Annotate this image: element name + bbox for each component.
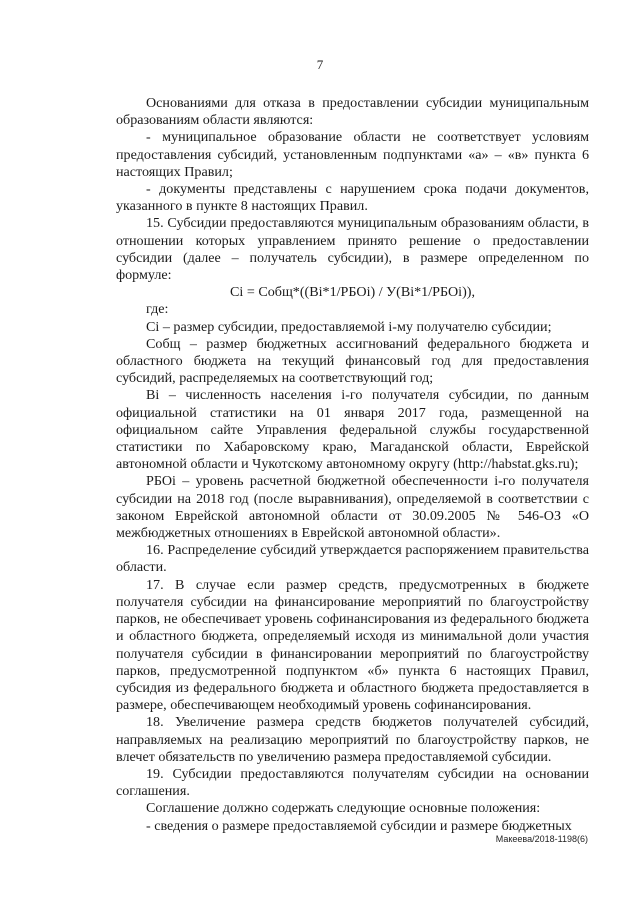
paragraph-refusal-grounds: Основаниями для отказа в предоставлении субсидии муниципальным образованиям области являются: — [116, 95, 589, 129]
paragraph-refusal-item-1: - муниципальное образование области не соответствует условиям предоставления субсидий, установленным подпунктами «а» – «в» пункта 6 настоящих Правил; — [116, 129, 589, 180]
definition-bi: Bi – численность населения i-го получателя субсидии, по данным официальной статистики на 01 января 2017 года, размещенной на официальном сайте Управления федеральной службы государственной статистики по Хабаровскому краю, Магаданской области, Еврейской автономной области и Чукотскому автономному округу (http://habstat.gks.ru); — [116, 387, 589, 473]
subsidy-formula: Ci = Cобщ*((Bi*1/РБОi) / У(Bi*1/РБОi)), — [230, 284, 475, 301]
paragraph-where: где: — [146, 301, 169, 318]
paragraph-19: 19. Субсидии предоставляются получателям субсидии на основании соглашения. — [116, 765, 589, 800]
paragraph-17: 17. В случае если размер средств, предусмотренных в бюджете получателя субсидии на финансирование мероприятий по благоустройству парков, не обеспечивает уровень софинансирования из федерального бюджета и областного бюджета, определяемый исходя из минимальной доли участия получателя субсидии в финансировании мероприятий по благоустройству парков, предусмотренной подпунктом «б» пункта 6 настоящих Правил, субсидия из федерального бюджета и областного бюджета предоставляется в размере, обеспечивающем необходимый уровень софинансирования. — [116, 576, 589, 714]
page-number: 7 — [316, 57, 324, 72]
paragraph-agreement-item-1: - сведения о размере предоставляемой субсидии и размере бюджетных — [146, 817, 572, 834]
document-footer-code: Макеева/2018-1198(6) — [495, 834, 588, 844]
definition-cobsch: Cобщ – размер бюджетных ассигнований федерального бюджета и областного бюджета на текущий финансовый год для предоставления субсидий, распределяемых на соответствующий год; — [116, 335, 589, 387]
definition-ci: Ci – размер субсидии, предоставляемой i-му получателю субсидии; — [146, 318, 552, 335]
paragraph-15: 15. Субсидии предоставляются муниципальным образованиям области, в отношении которых управлением принято решение о предоставлении субсидии (далее – получатель субсидии), в размере определенном по формуле: — [116, 215, 589, 284]
paragraph-refusal-item-2: - документы представлены с нарушением срока подачи документов, указанного в пункте 8 настоящих Правил. — [116, 181, 589, 215]
definition-rboi: РБОi – уровень расчетной бюджетной обеспеченности i-го получателя субсидии на 2018 год (после выравнивания), определяемой в соответствии с законом Еврейской автономной области от 30.09.2005 № 546-ОЗ «О межбюджетных отношениях в Еврейской автономной области». — [116, 473, 589, 542]
paragraph-16: 16. Распределение субсидий утверждается распоряжением правительства области. — [116, 542, 589, 576]
paragraph-18: 18. Увеличение размера средств бюджетов получателей субсидий, направляемых на реализацию мероприятий по благоустройству парков, не влечет обязательств по увеличению размера предоставляемой субсидии. — [116, 714, 589, 765]
document-body — [116, 95, 589, 835]
paragraph-agreement: Соглашение должно содержать следующие основные положения: — [146, 800, 541, 817]
